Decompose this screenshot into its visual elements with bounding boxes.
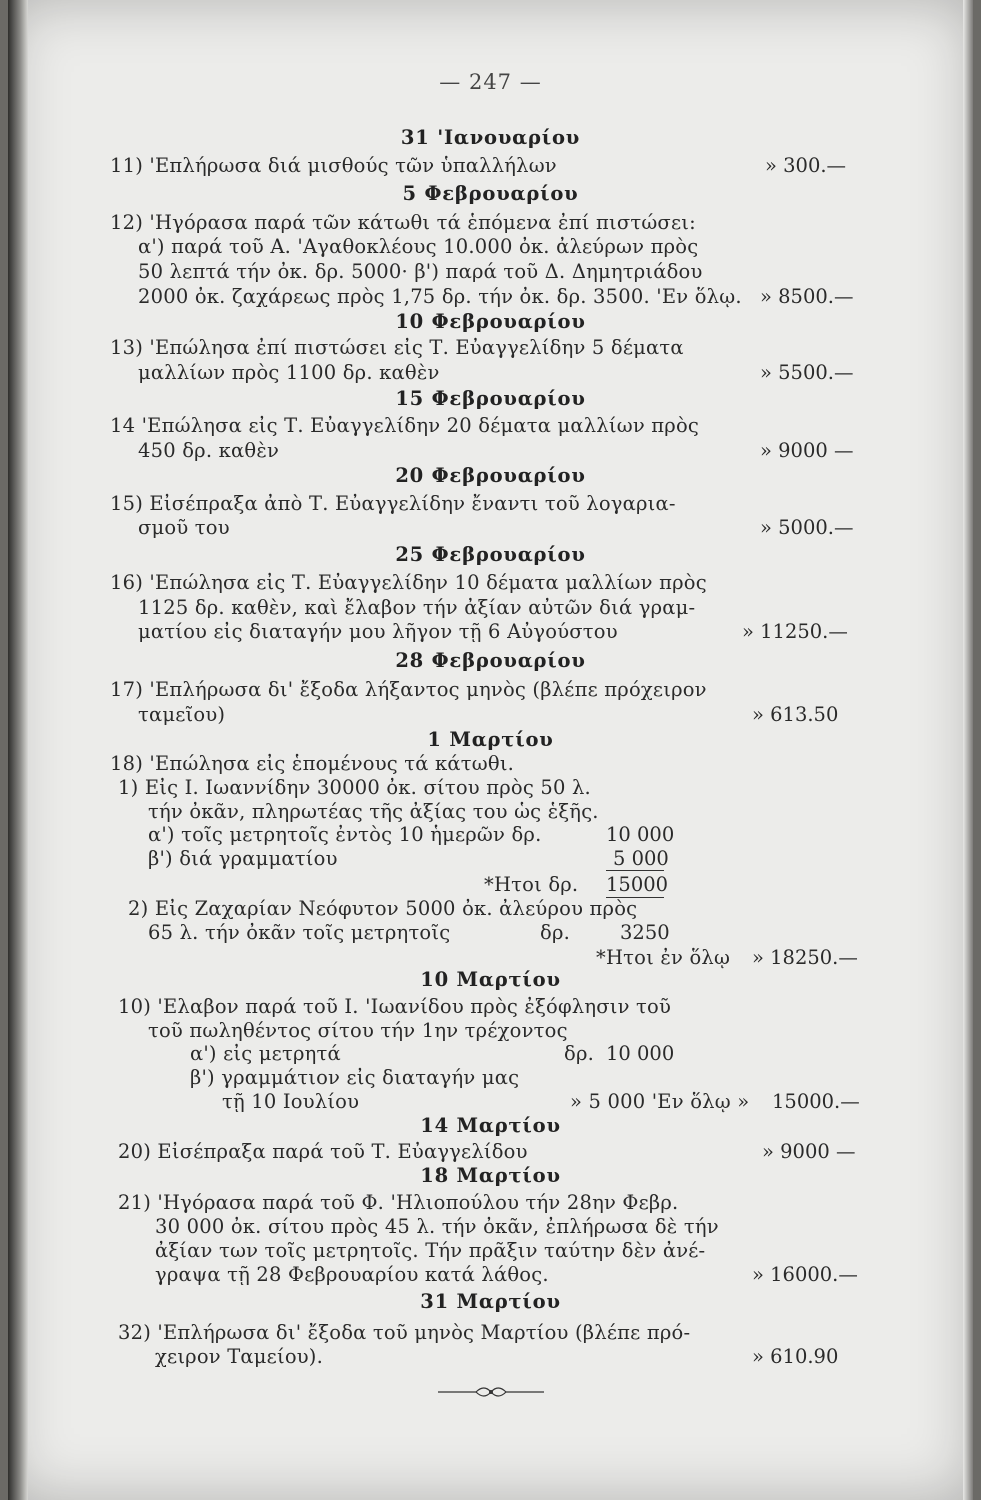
date-heading: 15 Φεβρουαρίου: [395, 387, 586, 410]
date-heading: 1 Μαρτίου: [427, 728, 554, 751]
entry-text: 1) Εἰς Ι. Ιωαννίδην 30000 ὀκ. σίτου πρὸς 50 λ.: [118, 776, 591, 799]
entry-amount: » 9000 —: [762, 1140, 856, 1163]
entry-text: τοῦ πωληθέντος σίτου τήν 1ην τρέχοντος: [148, 1019, 568, 1042]
entry-amount: » 613.50: [752, 703, 839, 726]
entry-text: 15) Εἰσέπραξα ἀπὸ Τ. Εὐαγγελίδην ἔναντι τοῦ λογαρια-: [110, 492, 676, 515]
entry-text: 13) 'Επώλησα ἐπί πιστώσει εἰς Τ. Εὐαγγελίδην 5 δέματα: [110, 336, 684, 359]
sub-amount: 10 000: [606, 823, 675, 846]
entry-text: τήν ὀκᾶν, πληρωτέας τῆς ἀξίας του ὡς ἑξῆς.: [148, 800, 599, 823]
entry-text: μαλλίων πρὸς 1100 δρ. καθὲν: [138, 361, 440, 384]
entry-text: 1125 δρ. καθὲν, καὶ ἔλαβον τήν ἀξίαν αὐτῶν διά γραμ-: [138, 596, 696, 619]
entry-amount: » 610.90: [752, 1345, 839, 1368]
entry-text: α') παρά τοῦ Α. 'Αγαθοκλέους 10.000 ὀκ. ἀλεύρων πρὸς: [138, 235, 699, 258]
date-heading: 28 Φεβρουαρίου: [395, 649, 586, 672]
sub-amount: 5 000: [613, 847, 669, 870]
sub-amount: 15000: [606, 873, 669, 896]
entry-text: β') γραμμάτιον εἰς διαταγήν μας: [190, 1066, 520, 1089]
entry-text: 2) Εἰς Ζαχαρίαν Νεόφυτον 5000 ὀκ. ἀλεύρου πρὸς: [128, 897, 638, 920]
entry-text: *Ητοι δρ.: [484, 873, 579, 896]
page-number: — 247 —: [439, 70, 542, 94]
entry-amount: » 9000 —: [760, 439, 854, 462]
entry-amount: » 5000.—: [760, 516, 854, 539]
entry-text: τῇ 10 Ιουλίου: [222, 1090, 360, 1113]
entry-text: ματίου εἰς διαταγήν μου λῆγον τῇ 6 Αὐγούστου: [138, 620, 618, 643]
entry-text: 50 λεπτά τήν ὀκ. δρ. 5000· β') παρά τοῦ Δ. Δημητριάδου: [138, 260, 703, 283]
sum-rule: [606, 870, 664, 871]
sub-amount: 10 000: [606, 1042, 675, 1065]
entry-text: α') εἰς μετρητά: [190, 1042, 341, 1065]
entry-amount: » 5500.—: [760, 361, 854, 384]
entry-text: *Ητοι ἐν ὅλῳ: [596, 946, 731, 969]
entry-text: ταμεῖου): [138, 703, 226, 726]
entry-amount: » 11250.—: [742, 620, 848, 643]
entry-amount: » 300.—: [765, 154, 847, 177]
end-ornament: [438, 1382, 544, 1402]
date-heading: 10 Μαρτίου: [420, 968, 561, 991]
date-heading: 25 Φεβρουαρίου: [395, 543, 586, 566]
entry-text: 30 000 ὀκ. σίτου πρὸς 45 λ. τήν ὀκᾶν, ἐπλήρωσα δὲ τήν: [155, 1215, 719, 1238]
entry-amount: » 16000.—: [752, 1263, 858, 1286]
date-heading: 31 Μαρτίου: [420, 1290, 561, 1313]
entry-text: 10) 'Ελαβον παρά τοῦ Ι. 'Ιωανίδου πρὸς ἐξόφλησιν τοῦ: [118, 995, 672, 1018]
entry-text: 65 λ. τήν ὀκᾶν τοῖς μετρητοῖς: [148, 921, 451, 944]
date-heading: 31 'Ιανουαρίου: [400, 126, 581, 149]
date-heading: 20 Φεβρουαρίου: [395, 464, 586, 487]
entry-text: 17) 'Επλήρωσα δι' ἔξοδα λήξαντος μηνὸς (βλέπε πρόχειρον: [110, 678, 707, 701]
entry-text: δρ.: [540, 921, 571, 944]
date-heading: 14 Μαρτίου: [420, 1114, 561, 1137]
date-heading: 10 Φεβρουαρίου: [395, 310, 586, 333]
entry-amount: » 8500.—: [760, 285, 854, 308]
entry-text: δρ.: [564, 1042, 595, 1065]
entry-text: 2000 ὀκ. ζαχάρεως πρὸς 1,75 δρ. τήν ὀκ. δρ. 3500. 'Εν ὅλῳ.: [138, 285, 742, 308]
entry-amount: 15000.—: [772, 1090, 860, 1113]
entry-text: 32) 'Επλήρωσα δι' ἔξοδα τοῦ μηνὸς Μαρτίου (βλέπε πρό-: [118, 1321, 691, 1344]
entry-text: χειρον Ταμείου).: [155, 1345, 324, 1368]
entry-text: » 5 000 'Εν ὅλῳ »: [570, 1090, 750, 1113]
entry-text: 18) 'Επώλησα εἰς ἑπομένους τά κάτωθι.: [110, 752, 515, 775]
entry-text: 21) 'Ηγόρασα παρά τοῦ Φ. 'Ηλιοπούλου τήν 28ην Φεβρ.: [118, 1191, 679, 1214]
entry-text: 14 'Επώλησα εἰς Τ. Εὐαγγελίδην 20 δέματα μαλλίων πρὸς: [110, 414, 700, 437]
entry-text: ἀξίαν των τοῖς μετρητοῖς. Τήν πρᾶξιν ταύτην δὲν ἀνέ-: [155, 1239, 706, 1262]
entry-text: 12) 'Ηγόρασα παρά τῶν κάτωθι τά ἑπόμενα ἐπί πιστώσει:: [110, 211, 696, 234]
entry-text: 450 δρ. καθὲν: [138, 439, 280, 462]
entry-text: γραψα τῇ 28 Φεβρουαρίου κατά λάθος.: [155, 1263, 549, 1286]
entry-text: 16) 'Επώλησα εἰς Τ. Εὐαγγελίδην 10 δέματα μαλλίων πρὸς: [110, 571, 707, 594]
date-heading: 18 Μαρτίου: [420, 1164, 561, 1187]
entry-text: σμοῦ του: [138, 516, 230, 539]
entry-text: β') διά γραμματίου: [148, 847, 338, 870]
date-heading: 5 Φεβρουαρίου: [402, 182, 579, 205]
entry-text: α') τοῖς μετρητοῖς ἐντὸς 10 ἡμερῶν δρ.: [148, 823, 542, 846]
entry-amount: » 18250.—: [752, 946, 858, 969]
sub-amount: 3250: [620, 921, 670, 944]
entry-text: 20) Εἰσέπραξα παρά τοῦ Τ. Εὐαγγελίδου: [118, 1140, 528, 1163]
entry-text: 11) 'Επλήρωσα διά μισθούς τῶν ὑπαλλήλων: [110, 154, 557, 177]
